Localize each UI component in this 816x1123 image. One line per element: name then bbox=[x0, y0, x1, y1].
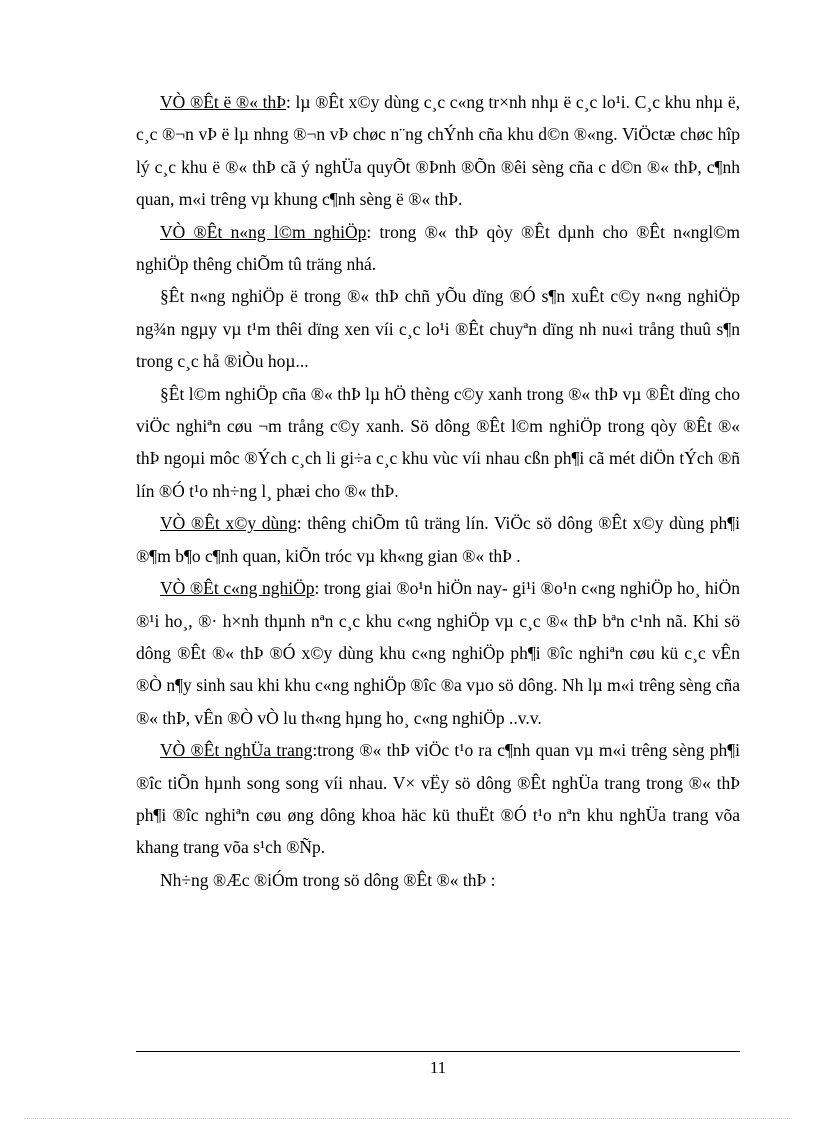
paragraph-residential-land bbox=[136, 86, 740, 216]
text-land-use-features: Nh÷ng ®Æc ®iÓm trong sö dông ®Êt ®« thÞ : bbox=[160, 869, 496, 890]
paragraph-forestry-land bbox=[136, 378, 740, 508]
text-agri-forestry-land: : trong ®« thÞ qòy ®Êt dµnh cho ®Êt n«ngl©m nghiÖp thêng chiÕm tû träng nhá. bbox=[136, 221, 740, 275]
page-number: 11 bbox=[429, 1058, 447, 1077]
heading-cemetery-land: VÒ ®Êt nghÜa trang bbox=[160, 740, 313, 761]
heading-agri-forestry-land: VÒ ®Êt n«ng l©m nghiÖp bbox=[160, 221, 367, 242]
document-body bbox=[136, 86, 740, 896]
text-construction-land: : thêng chiÕm tû träng lín. ViÖc sö dông ®Êt x©y dùng ph¶i ®¶m b¶o c¶nh quan, kiÕn tróc vµ kh«ng gian ®« thÞ . bbox=[136, 513, 741, 566]
paragraph-agricultural-land bbox=[136, 280, 740, 377]
heading-industrial-land: VÒ ®Êt c«ng nghiÖp bbox=[160, 578, 315, 599]
paragraph-land-use-features bbox=[136, 864, 740, 896]
paragraph-industrial-land bbox=[136, 572, 740, 734]
paragraph-construction-land bbox=[136, 507, 740, 572]
paragraph-agri-forestry-land bbox=[136, 216, 740, 281]
text-cemetery-land: :trong ®« thÞ viÖc t¹o ra c¶nh quan vµ m«i trêng sèng ph¶i ®îc tiÕn hµnh song song víi nhau. V× vËy sö dông ®Êt nghÜa trang trong ®« thÞ ph¶i ®îc nghiªn cøu øng dông khoa häc kü thuËt ®Ó t¹o nªn khu nghÜa trang võa khang trang võa s¹ch ®Ñp. bbox=[136, 740, 740, 858]
footer-rule bbox=[136, 1051, 740, 1052]
page-edge-dotted-line bbox=[24, 1118, 792, 1119]
heading-construction-land: VÒ ®Êt x©y dùng bbox=[160, 513, 297, 534]
text-agricultural-land: §Êt n«ng nghiÖp ë trong ®« thÞ chñ yÕu dïng ®Ó s¶n xuÊt c©y n«ng nghiÖp ng¾n ngµy vµ t¹m thêi dïng xen víi c¸c lo¹i ®Êt chuyªn dïng nh nu«i trång thuû s¶n trong c¸c hå ®iÒu hoµ... bbox=[136, 286, 740, 372]
heading-residential-land: VÒ ®Êt ë ®« thÞ bbox=[160, 92, 286, 112]
text-forestry-land: §Êt l©m nghiÖp cña ®« thÞ lµ hÖ thèng c©y xanh trong ®« thÞ vµ ®Êt dïng cho viÖc nghiªn cøu ¬m trång c©y xanh. Sö dông ®Êt l©m nghiÖp trong qòy ®Êt ®« thÞ ngoµi môc ®Ých c¸ch li gi÷a c¸c khu vùc víi nhau cßn ph¶i cã mét diÖn tÝch ®ñ lín ®Ó t¹o nh÷ng l¸ phæi cho ®« thÞ. bbox=[136, 383, 740, 501]
text-industrial-land: : trong giai ®o¹n hiÖn nay- gi¹i ®o¹n c«ng nghiÖp ho¸ hiÖn ®¹i ho¸, ®· h×nh thµnh nªn c¸c khu c«ng nghiÖp vµ c¸c ®« thÞ bªn c¹nh nã. Khi sö dông ®Êt ®« thÞ ®Ó x©y dùng khu c«ng nghiÖp ph¶i ®îc nghiªn cøu kü c¸c vÊn ®Ò n¶y sinh sau khi khu c«ng nghiÖp ®îc ®a vµo sö dông. Nh lµ m«i trêng sèng cña ®« thÞ, vÊn ®Ò vÒ lu th«ng hµng ho¸ c«ng nghiÖp ..v.v. bbox=[136, 578, 740, 728]
paragraph-cemetery-land bbox=[136, 734, 740, 864]
text-residential-land: : lµ ®Êt x©y dùng c¸c c«ng tr×nh nhµ ë c¸c lo¹i. C¸c khu nhµ ë, c¸c ®¬n vÞ ë lµ nhng ®¬n vÞ chøc n¨ng chÝnh cña khu d©n ®«ng. ViÖctæ chøc hîp lý c¸c khu ë ®« thÞ cã ý nghÜa quyÕt ®Þnh ®Õn ®êi sèng cña c d©n ®« thÞ, c¶nh quan, m«i trêng vµ khung c¶nh sèng ë ®« thÞ. bbox=[136, 92, 740, 210]
